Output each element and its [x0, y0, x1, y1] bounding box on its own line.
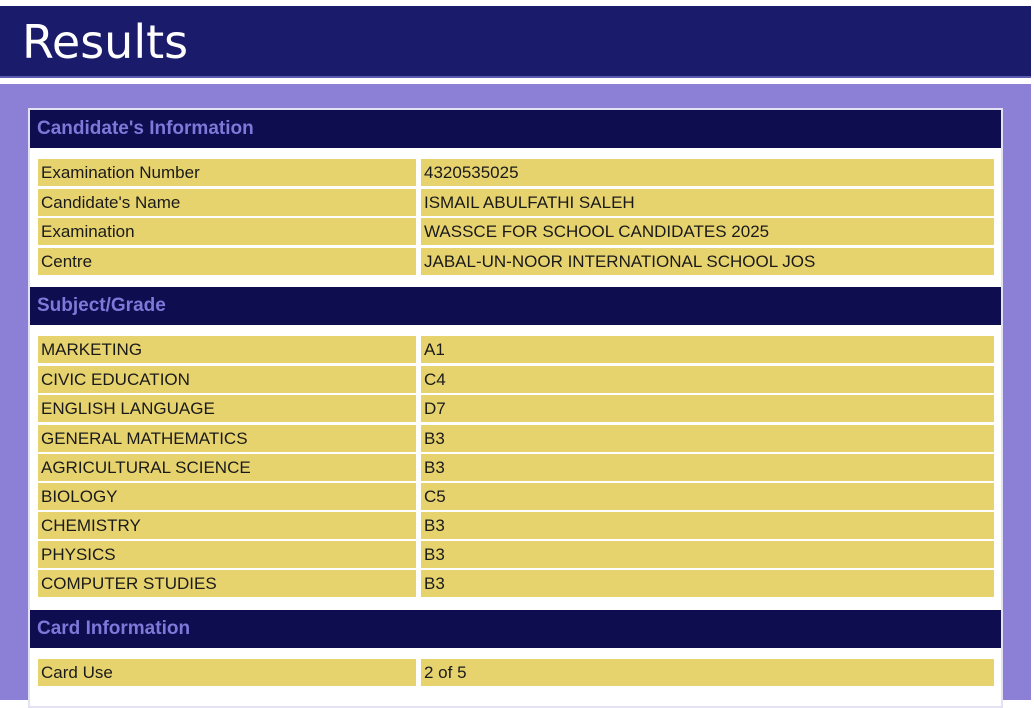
subject-name: CIVIC EDUCATION — [38, 366, 416, 393]
card-use-row — [38, 659, 994, 686]
page-title: Results — [22, 15, 189, 69]
subject-name: ENGLISH LANGUAGE — [38, 395, 416, 422]
subject-row — [38, 512, 994, 539]
row-label: Examination — [38, 218, 416, 245]
subject-row — [38, 425, 994, 452]
subject-row — [38, 454, 994, 481]
info-row-examination — [38, 218, 994, 245]
subject-row — [38, 366, 994, 393]
section-title: Card Information — [37, 618, 191, 639]
results-panel — [28, 108, 1003, 708]
row-label: Centre — [38, 248, 416, 275]
card-info-header — [30, 610, 1001, 648]
subject-name: MARKETING — [38, 336, 416, 363]
row-label: Card Use — [38, 659, 416, 686]
subject-row — [38, 541, 994, 568]
candidate-info-header — [30, 110, 1001, 148]
subject-grade: D7 — [421, 395, 994, 422]
subject-grade: B3 — [421, 512, 994, 539]
info-row-candidate-name — [38, 189, 994, 216]
subject-name: GENERAL MATHEMATICS — [38, 425, 416, 452]
row-value: 4320535025 — [421, 159, 994, 186]
row-value: ISMAIL ABULFATHI SALEH — [421, 189, 994, 216]
info-row-centre — [38, 248, 994, 275]
title-bar — [0, 6, 1031, 78]
subject-row — [38, 336, 994, 363]
section-title: Subject/Grade — [37, 295, 166, 316]
subject-row — [38, 395, 994, 422]
results-content — [0, 84, 1031, 700]
subject-row — [38, 570, 994, 597]
subject-grade: C4 — [421, 366, 994, 393]
subject-grade: A1 — [421, 336, 994, 363]
card-use-value: 2 of 5 — [421, 659, 994, 686]
subject-name: CHEMISTRY — [38, 512, 416, 539]
subject-grade: B3 — [421, 454, 994, 481]
subject-name: PHYSICS — [38, 541, 416, 568]
subject-name: COMPUTER STUDIES — [38, 570, 416, 597]
section-title: Candidate's Information — [37, 118, 254, 139]
row-value: JABAL-UN-NOOR INTERNATIONAL SCHOOL JOS — [421, 248, 994, 275]
subject-grade: B3 — [421, 425, 994, 452]
subject-row — [38, 483, 994, 510]
subject-name: BIOLOGY — [38, 483, 416, 510]
subject-name: AGRICULTURAL SCIENCE — [38, 454, 416, 481]
row-value: WASSCE FOR SCHOOL CANDIDATES 2025 — [421, 218, 994, 245]
row-label: Candidate's Name — [38, 189, 416, 216]
row-label: Examination Number — [38, 159, 416, 186]
subject-grade: B3 — [421, 570, 994, 597]
subject-grade: C5 — [421, 483, 994, 510]
subject-grade-header — [30, 287, 1001, 325]
info-row-examination-number — [38, 159, 994, 186]
subject-grade: B3 — [421, 541, 994, 568]
